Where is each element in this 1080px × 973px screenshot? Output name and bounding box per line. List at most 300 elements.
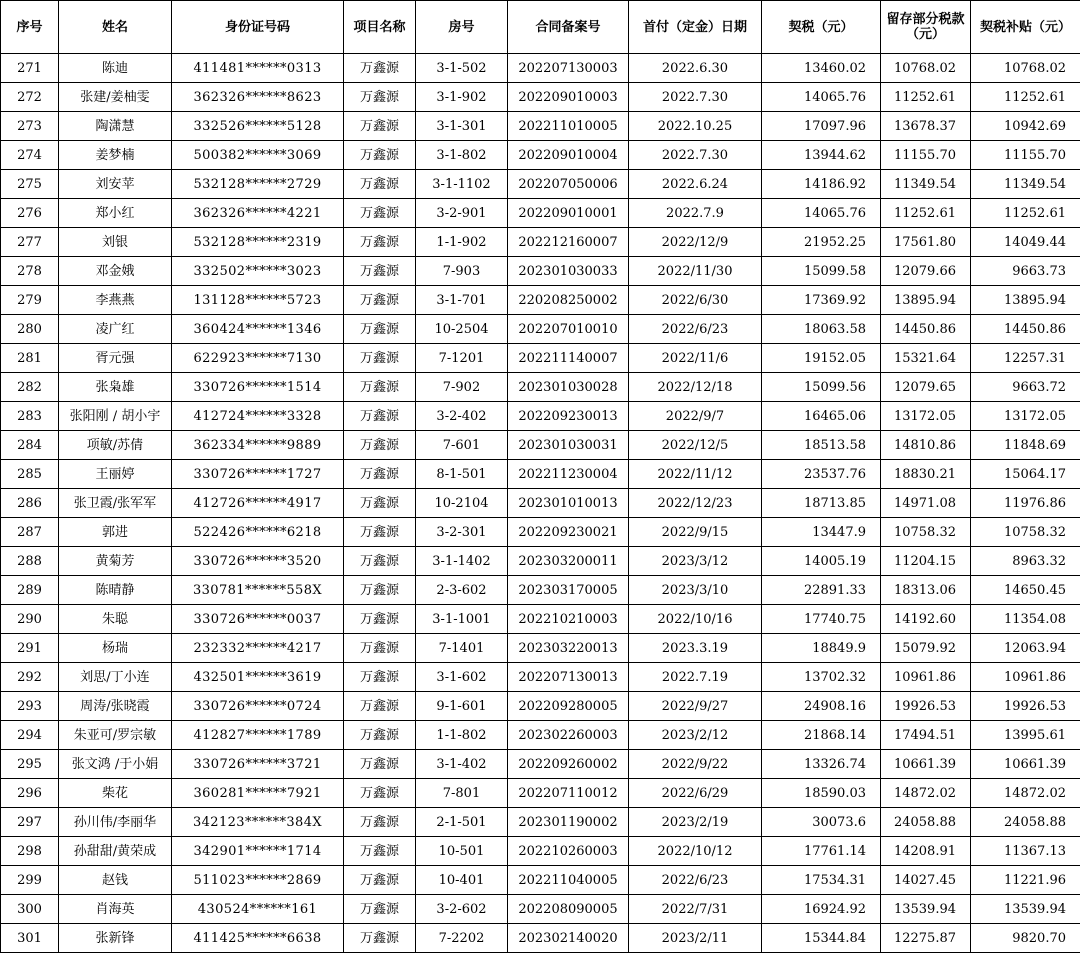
cell-room: 7-801 [416,779,508,808]
cell-retained-tax: 10661.39 [881,750,971,779]
cell-down-payment-date: 2022/9/15 [629,518,762,547]
cell-name: 柴花 [59,779,172,808]
cell-project: 万鑫源 [344,83,416,112]
cell-retained-tax: 13539.94 [881,895,971,924]
cell-down-payment-date: 2022.6.24 [629,170,762,199]
cell-room: 7-902 [416,373,508,402]
cell-down-payment-date: 2023/2/12 [629,721,762,750]
cell-index: 288 [1,547,59,576]
header-retained-tax: 留存部分税款（元） [881,1,971,54]
cell-name: 凌广红 [59,315,172,344]
cell-subsidy: 11354.08 [971,605,1080,634]
cell-retained-tax: 14192.60 [881,605,971,634]
cell-deed-tax: 15099.58 [762,257,881,286]
cell-retained-tax: 18830.21 [881,460,971,489]
cell-index: 273 [1,112,59,141]
cell-retained-tax: 13172.05 [881,402,971,431]
cell-index: 301 [1,924,59,953]
cell-room: 7-2202 [416,924,508,953]
header-id-number: 身份证号码 [172,1,344,54]
cell-subsidy: 12063.94 [971,634,1080,663]
cell-subsidy: 11252.61 [971,83,1080,112]
cell-id-number: 362326******4221 [172,199,344,228]
cell-name: 张卫霞/张军军 [59,489,172,518]
cell-subsidy: 11976.86 [971,489,1080,518]
cell-index: 274 [1,141,59,170]
cell-deed-tax: 13447.9 [762,518,881,547]
cell-retained-tax: 11204.15 [881,547,971,576]
cell-name: 项敏/苏倩 [59,431,172,460]
cell-project: 万鑫源 [344,924,416,953]
table-row [1,199,1080,228]
table-row [1,489,1080,518]
cell-id-number: 332502******3023 [172,257,344,286]
table-row [1,257,1080,286]
header-deed-tax: 契税（元） [762,1,881,54]
cell-deed-tax: 18849.9 [762,634,881,663]
cell-index: 295 [1,750,59,779]
cell-room: 10-401 [416,866,508,895]
cell-deed-tax: 15344.84 [762,924,881,953]
cell-subsidy: 10961.86 [971,663,1080,692]
table-row [1,315,1080,344]
cell-down-payment-date: 2023/2/19 [629,808,762,837]
cell-retained-tax: 11252.61 [881,83,971,112]
cell-room: 3-2-901 [416,199,508,228]
cell-retained-tax: 17494.51 [881,721,971,750]
cell-contract: 220208250002 [508,286,629,315]
cell-name: 郭进 [59,518,172,547]
cell-retained-tax: 12079.66 [881,257,971,286]
cell-retained-tax: 24058.88 [881,808,971,837]
cell-project: 万鑫源 [344,257,416,286]
cell-room: 7-1201 [416,344,508,373]
cell-contract: 202301030031 [508,431,629,460]
cell-retained-tax: 11349.54 [881,170,971,199]
cell-subsidy: 10758.32 [971,518,1080,547]
cell-index: 282 [1,373,59,402]
cell-down-payment-date: 2023/3/12 [629,547,762,576]
cell-project: 万鑫源 [344,692,416,721]
cell-name: 胥元强 [59,344,172,373]
cell-subsidy: 24058.88 [971,808,1080,837]
cell-id-number: 330726******1514 [172,373,344,402]
table-row [1,83,1080,112]
cell-room: 3-1-902 [416,83,508,112]
cell-deed-tax: 13326.74 [762,750,881,779]
cell-down-payment-date: 2023/3/10 [629,576,762,605]
cell-down-payment-date: 2022/12/23 [629,489,762,518]
cell-project: 万鑫源 [344,402,416,431]
cell-name: 张建/姜柚雯 [59,83,172,112]
cell-subsidy: 11252.61 [971,199,1080,228]
cell-contract: 202301010013 [508,489,629,518]
cell-contract: 202303220013 [508,634,629,663]
cell-subsidy: 15064.17 [971,460,1080,489]
cell-contract: 202211010005 [508,112,629,141]
cell-id-number: 131128******5723 [172,286,344,315]
cell-deed-tax: 14186.92 [762,170,881,199]
cell-index: 275 [1,170,59,199]
cell-subsidy: 11848.69 [971,431,1080,460]
table-row [1,460,1080,489]
cell-room: 3-2-301 [416,518,508,547]
cell-down-payment-date: 2022/6/23 [629,866,762,895]
cell-index: 298 [1,837,59,866]
cell-down-payment-date: 2022.7.19 [629,663,762,692]
table-row [1,112,1080,141]
cell-project: 万鑫源 [344,779,416,808]
cell-id-number: 430524******161 [172,895,344,924]
cell-name: 孙甜甜/黄荣成 [59,837,172,866]
cell-down-payment-date: 2022/7/31 [629,895,762,924]
cell-id-number: 330726******3721 [172,750,344,779]
cell-subsidy: 19926.53 [971,692,1080,721]
cell-project: 万鑫源 [344,489,416,518]
cell-room: 7-601 [416,431,508,460]
table-row [1,663,1080,692]
cell-index: 272 [1,83,59,112]
cell-project: 万鑫源 [344,605,416,634]
cell-contract: 202303200011 [508,547,629,576]
cell-deed-tax: 18063.58 [762,315,881,344]
cell-retained-tax: 14208.91 [881,837,971,866]
cell-subsidy: 11221.96 [971,866,1080,895]
table-row [1,808,1080,837]
header-down-payment-date: 首付（定金）日期 [629,1,762,54]
cell-subsidy: 14650.45 [971,576,1080,605]
cell-index: 290 [1,605,59,634]
table-row [1,692,1080,721]
cell-id-number: 522426******6218 [172,518,344,547]
table-row [1,866,1080,895]
table-row [1,837,1080,866]
cell-name: 刘银 [59,228,172,257]
cell-name: 孙川伟/李丽华 [59,808,172,837]
cell-index: 283 [1,402,59,431]
cell-index: 296 [1,779,59,808]
cell-index: 286 [1,489,59,518]
cell-project: 万鑫源 [344,431,416,460]
cell-deed-tax: 13944.62 [762,141,881,170]
cell-id-number: 330726******1727 [172,460,344,489]
table-row [1,286,1080,315]
cell-room: 1-1-902 [416,228,508,257]
cell-id-number: 330781******558X [172,576,344,605]
cell-contract: 202209010001 [508,199,629,228]
cell-room: 3-1-802 [416,141,508,170]
table-row [1,895,1080,924]
cell-contract: 202209280005 [508,692,629,721]
cell-contract: 202207130003 [508,54,629,83]
cell-name: 张枭雄 [59,373,172,402]
cell-contract: 202211230004 [508,460,629,489]
cell-subsidy: 10942.69 [971,112,1080,141]
header-subsidy: 契税补贴（元） [971,1,1080,54]
cell-id-number: 232332******4217 [172,634,344,663]
cell-project: 万鑫源 [344,663,416,692]
cell-retained-tax: 14872.02 [881,779,971,808]
cell-retained-tax: 13678.37 [881,112,971,141]
cell-id-number: 511023******2869 [172,866,344,895]
cell-deed-tax: 21868.14 [762,721,881,750]
cell-name: 朱聪 [59,605,172,634]
cell-deed-tax: 15099.56 [762,373,881,402]
cell-subsidy: 13539.94 [971,895,1080,924]
cell-down-payment-date: 2022.7.30 [629,83,762,112]
cell-contract: 202209230013 [508,402,629,431]
cell-subsidy: 10661.39 [971,750,1080,779]
cell-name: 张阳刚 / 胡小宇 [59,402,172,431]
cell-name: 杨瑞 [59,634,172,663]
cell-deed-tax: 17534.31 [762,866,881,895]
header-index: 序号 [1,1,59,54]
cell-name: 陈晴静 [59,576,172,605]
cell-index: 271 [1,54,59,83]
cell-index: 294 [1,721,59,750]
cell-id-number: 330726******0037 [172,605,344,634]
cell-contract: 202208090005 [508,895,629,924]
cell-id-number: 411425******6638 [172,924,344,953]
cell-retained-tax: 14450.86 [881,315,971,344]
cell-deed-tax: 18513.58 [762,431,881,460]
cell-retained-tax: 17561.80 [881,228,971,257]
cell-retained-tax: 12079.65 [881,373,971,402]
cell-subsidy: 10768.02 [971,54,1080,83]
cell-contract: 202302140020 [508,924,629,953]
cell-project: 万鑫源 [344,54,416,83]
cell-project: 万鑫源 [344,460,416,489]
cell-project: 万鑫源 [344,518,416,547]
cell-down-payment-date: 2022/11/6 [629,344,762,373]
cell-subsidy: 9663.72 [971,373,1080,402]
cell-room: 3-1-1102 [416,170,508,199]
cell-retained-tax: 19926.53 [881,692,971,721]
cell-contract: 202302260003 [508,721,629,750]
table-row [1,431,1080,460]
cell-project: 万鑫源 [344,837,416,866]
cell-index: 292 [1,663,59,692]
cell-subsidy: 8963.32 [971,547,1080,576]
cell-down-payment-date: 2022/11/30 [629,257,762,286]
cell-down-payment-date: 2022.6.30 [629,54,762,83]
cell-subsidy: 14872.02 [971,779,1080,808]
cell-project: 万鑫源 [344,721,416,750]
cell-room: 1-1-802 [416,721,508,750]
cell-deed-tax: 16465.06 [762,402,881,431]
cell-subsidy: 13895.94 [971,286,1080,315]
cell-project: 万鑫源 [344,315,416,344]
table-row [1,750,1080,779]
cell-down-payment-date: 2022/10/16 [629,605,762,634]
table-row [1,634,1080,663]
cell-project: 万鑫源 [344,344,416,373]
cell-index: 291 [1,634,59,663]
cell-room: 3-1-402 [416,750,508,779]
cell-id-number: 622923******7130 [172,344,344,373]
cell-project: 万鑫源 [344,576,416,605]
cell-name: 朱亚可/罗宗敏 [59,721,172,750]
cell-down-payment-date: 2022/6/23 [629,315,762,344]
cell-index: 293 [1,692,59,721]
cell-id-number: 342123******384X [172,808,344,837]
cell-subsidy: 11349.54 [971,170,1080,199]
cell-down-payment-date: 2022/9/27 [629,692,762,721]
header-project: 项目名称 [344,1,416,54]
cell-deed-tax: 22891.33 [762,576,881,605]
cell-down-payment-date: 2022/6/29 [629,779,762,808]
cell-down-payment-date: 2022.7.30 [629,141,762,170]
cell-project: 万鑫源 [344,808,416,837]
cell-id-number: 411481******0313 [172,54,344,83]
cell-name: 姜梦楠 [59,141,172,170]
cell-deed-tax: 16924.92 [762,895,881,924]
cell-id-number: 360424******1346 [172,315,344,344]
cell-project: 万鑫源 [344,634,416,663]
cell-name: 陈迪 [59,54,172,83]
cell-contract: 202211140007 [508,344,629,373]
cell-index: 278 [1,257,59,286]
cell-contract: 202209260002 [508,750,629,779]
table-row [1,344,1080,373]
cell-contract: 202207110012 [508,779,629,808]
cell-project: 万鑫源 [344,750,416,779]
cell-down-payment-date: 2022/11/12 [629,460,762,489]
cell-retained-tax: 10758.32 [881,518,971,547]
cell-deed-tax: 18590.03 [762,779,881,808]
cell-deed-tax: 17369.92 [762,286,881,315]
cell-contract: 202209010004 [508,141,629,170]
cell-down-payment-date: 2022.10.25 [629,112,762,141]
cell-retained-tax: 10768.02 [881,54,971,83]
cell-contract: 202210210003 [508,605,629,634]
cell-id-number: 412724******3328 [172,402,344,431]
cell-project: 万鑫源 [344,170,416,199]
cell-project: 万鑫源 [344,141,416,170]
table-row [1,402,1080,431]
cell-subsidy: 14450.86 [971,315,1080,344]
cell-deed-tax: 13702.32 [762,663,881,692]
cell-id-number: 360281******7921 [172,779,344,808]
cell-room: 7-903 [416,257,508,286]
cell-deed-tax: 17740.75 [762,605,881,634]
cell-room: 3-1-602 [416,663,508,692]
table-row [1,924,1080,953]
cell-project: 万鑫源 [344,373,416,402]
cell-id-number: 432501******3619 [172,663,344,692]
cell-deed-tax: 17761.14 [762,837,881,866]
cell-retained-tax: 13895.94 [881,286,971,315]
cell-retained-tax: 18313.06 [881,576,971,605]
table-row [1,141,1080,170]
cell-name: 黄菊芳 [59,547,172,576]
cell-down-payment-date: 2022/9/22 [629,750,762,779]
cell-id-number: 412827******1789 [172,721,344,750]
cell-id-number: 332526******5128 [172,112,344,141]
cell-room: 10-501 [416,837,508,866]
cell-project: 万鑫源 [344,286,416,315]
cell-retained-tax: 15321.64 [881,344,971,373]
cell-contract: 202301190002 [508,808,629,837]
cell-down-payment-date: 2023/2/11 [629,924,762,953]
cell-id-number: 412726******4917 [172,489,344,518]
cell-name: 王丽婷 [59,460,172,489]
cell-retained-tax: 14971.08 [881,489,971,518]
cell-deed-tax: 17097.96 [762,112,881,141]
table-row [1,779,1080,808]
cell-retained-tax: 10961.86 [881,663,971,692]
cell-project: 万鑫源 [344,228,416,257]
cell-down-payment-date: 2022/12/18 [629,373,762,402]
cell-project: 万鑫源 [344,866,416,895]
cell-subsidy: 13172.05 [971,402,1080,431]
cell-deed-tax: 13460.02 [762,54,881,83]
cell-room: 3-1-701 [416,286,508,315]
table-row [1,547,1080,576]
cell-project: 万鑫源 [344,547,416,576]
cell-deed-tax: 19152.05 [762,344,881,373]
cell-subsidy: 11367.13 [971,837,1080,866]
cell-deed-tax: 14065.76 [762,199,881,228]
cell-name: 郑小红 [59,199,172,228]
cell-id-number: 532128******2319 [172,228,344,257]
cell-contract: 202301030033 [508,257,629,286]
header-row [1,1,1080,54]
cell-index: 277 [1,228,59,257]
cell-index: 284 [1,431,59,460]
cell-name: 张文鸿 /于小娟 [59,750,172,779]
cell-room: 3-1-301 [416,112,508,141]
table-row [1,576,1080,605]
cell-room: 8-1-501 [416,460,508,489]
cell-id-number: 330726******3520 [172,547,344,576]
cell-retained-tax: 14027.45 [881,866,971,895]
cell-room: 9-1-601 [416,692,508,721]
header-name: 姓名 [59,1,172,54]
cell-room: 3-2-402 [416,402,508,431]
cell-index: 300 [1,895,59,924]
cell-project: 万鑫源 [344,199,416,228]
table-row [1,228,1080,257]
cell-index: 279 [1,286,59,315]
cell-subsidy: 14049.44 [971,228,1080,257]
cell-room: 3-1-502 [416,54,508,83]
cell-contract: 202209230021 [508,518,629,547]
cell-retained-tax: 11252.61 [881,199,971,228]
cell-name: 李燕燕 [59,286,172,315]
cell-id-number: 362334******9889 [172,431,344,460]
cell-contract: 202303170005 [508,576,629,605]
cell-name: 赵钱 [59,866,172,895]
table-row [1,373,1080,402]
cell-deed-tax: 23537.76 [762,460,881,489]
cell-index: 287 [1,518,59,547]
cell-down-payment-date: 2022/6/30 [629,286,762,315]
cell-name: 邓金娥 [59,257,172,286]
cell-name: 张新锋 [59,924,172,953]
cell-project: 万鑫源 [344,895,416,924]
cell-room: 10-2504 [416,315,508,344]
cell-retained-tax: 15079.92 [881,634,971,663]
cell-room: 3-1-1402 [416,547,508,576]
cell-deed-tax: 30073.6 [762,808,881,837]
cell-subsidy: 9820.70 [971,924,1080,953]
header-contract: 合同备案号 [508,1,629,54]
cell-index: 297 [1,808,59,837]
cell-deed-tax: 24908.16 [762,692,881,721]
cell-index: 281 [1,344,59,373]
cell-id-number: 500382******3069 [172,141,344,170]
